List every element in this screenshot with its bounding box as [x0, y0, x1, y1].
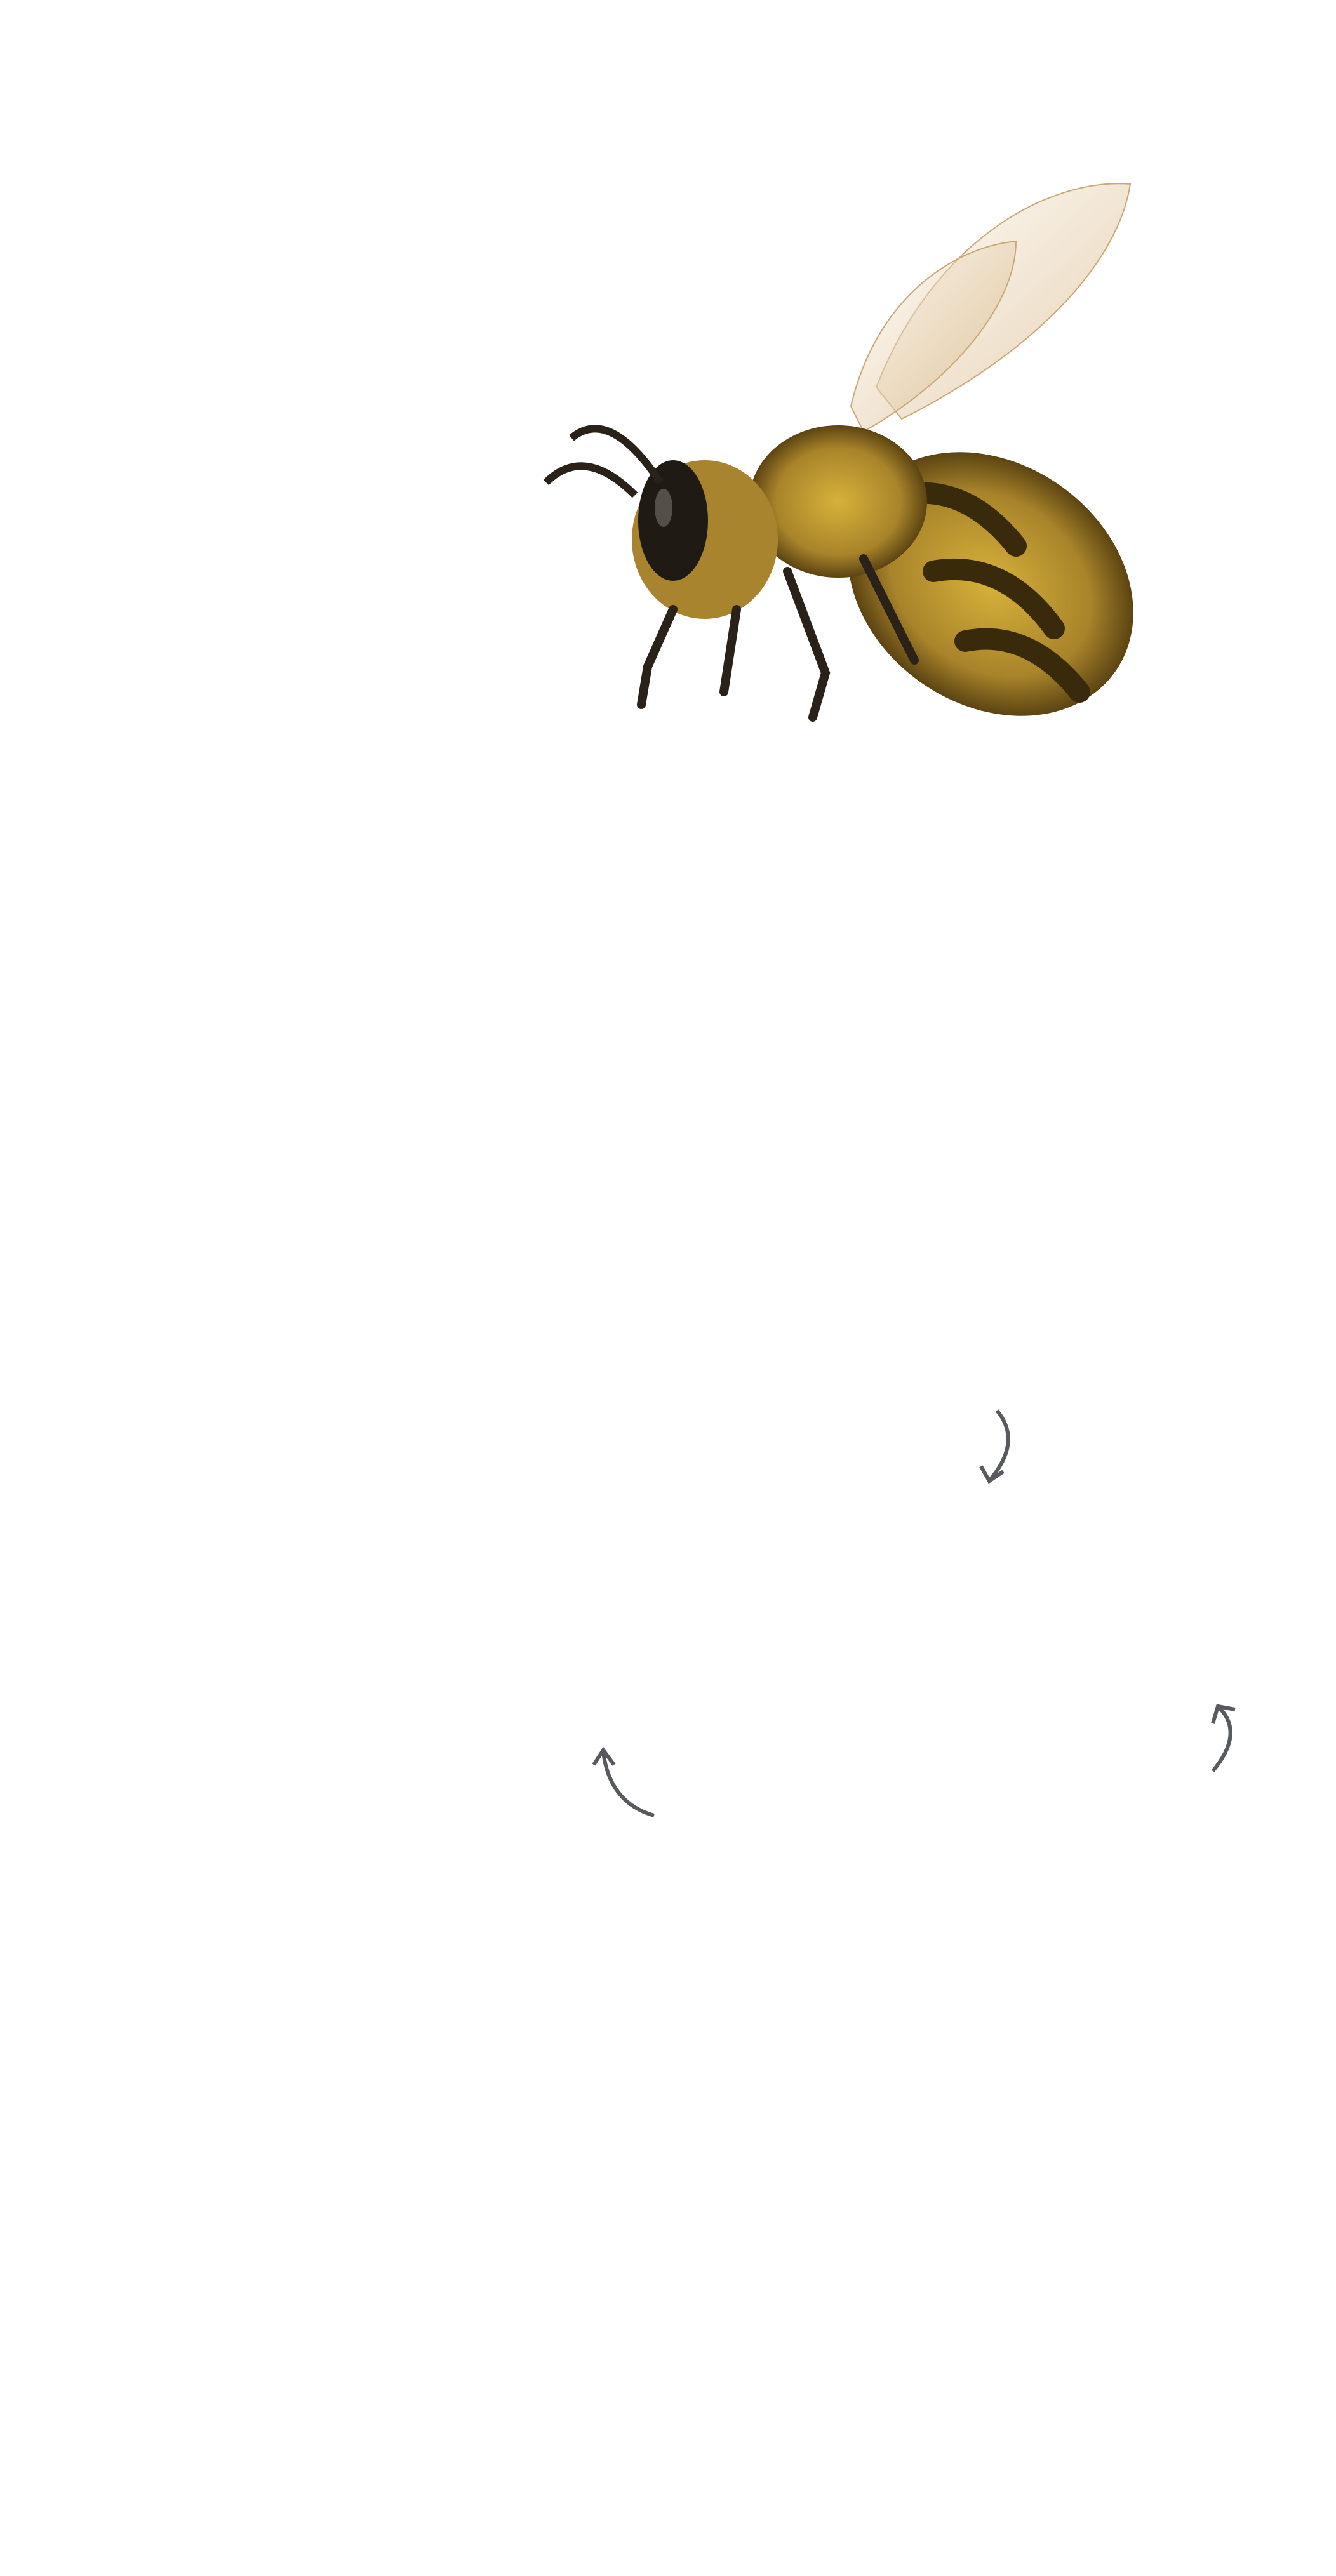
drone-arrow	[991, 1411, 1008, 1479]
honeycomb-header-art	[0, 0, 1336, 1016]
bee-castes-illustration	[0, 1346, 1336, 1981]
article-column-1	[166, 1374, 503, 1393]
honey-bee-photo	[546, 183, 1185, 770]
article-column-2	[521, 1946, 867, 1965]
